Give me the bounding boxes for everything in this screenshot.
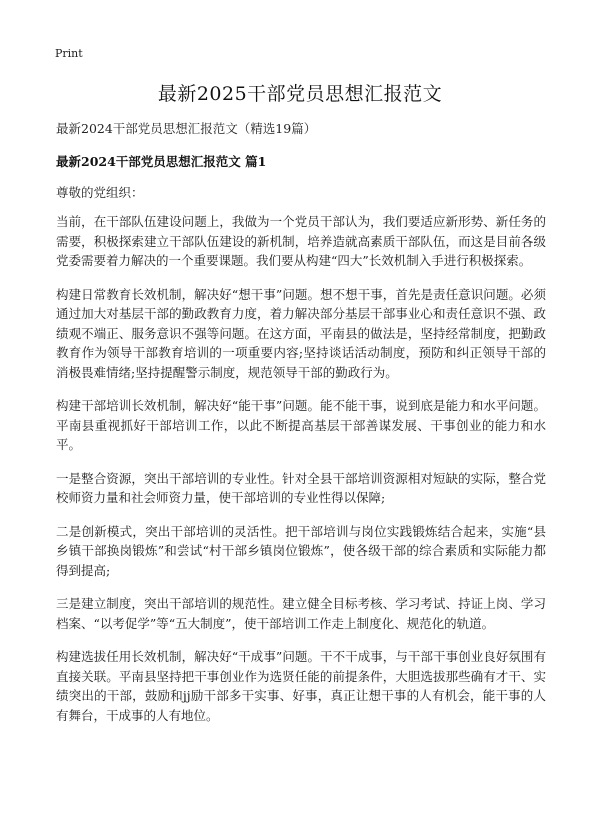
section-heading: 最新2024干部党员思想汇报范文 篇1 xyxy=(56,154,267,169)
salutation: 尊敬的党组织： xyxy=(56,185,144,200)
paragraph: 构建日常教育长效机制，解决好“想干事”问题。想不想干事，首先是责任意识问题。必须通过加大对基层干部的勤政教育力度，着力解决部分基层干部事业心和责任意识不强、政绩观不端正、服务意识不强等问题。在这方面，平南县的做法是，坚持经常制度，把勤政教育作为领导干部教育培训的一项重要内容;坚持谈话活动制度，预防和纠正领导干部的消极畏难情绪;坚持提醒警示制度，规范领导干部的勤政行为。 xyxy=(56,286,546,380)
paragraph: 构建干部培训长效机制，解决好“能干事”问题。能不能干事，说到底是能力和水平问题。平南县重视抓好干部培训工作，以此不断提高基层干部善谋发展、干事创业的能力和水平。 xyxy=(56,398,546,452)
paragraph: 构建选拔任用长效机制，解决好“干成事”问题。干不干成事，与干部干事创业良好氛围有直接关联。平南县坚持把干事创业作为选贤任能的前提条件，大胆选拔那些确有才干、实绩突出的干部，鼓励和jj励干部多干实事、好事，真正让想干事的人有机会，能干事的人有舞台，干成事的人有地位。 xyxy=(56,649,546,723)
paragraph: 一是整合资源，突出干部培训的专业性。针对全县干部培训资源相对短缺的实际，整合党校师资力量和社会师资力量，使干部培训的专业性得以保障; xyxy=(56,470,546,505)
document-body xyxy=(56,212,546,739)
document-subtitle: 最新2024干部党员思想汇报范文（精选19篇） xyxy=(56,121,317,136)
print-link[interactable]: Print xyxy=(55,47,83,60)
paragraph: 当前，在干部队伍建设问题上，我做为一个党员干部认为，我们要适应新形势、新任务的需要，积极探索建立干部队伍建设的新机制，培养造就高素质干部队伍，而这是目前各级党委需要着力解决的一个重要课题。我们要从构建“四大”长效机制入手进行积极探索。 xyxy=(56,214,546,268)
paragraph: 二是创新模式，突出干部培训的灵活性。把干部培训与岗位实践锻炼结合起来，实施“县乡镇干部换岗锻炼”和尝试“村干部乡镇岗位锻炼”，使各级干部的综合素质和实际能力都得到提高; xyxy=(56,523,546,578)
paragraph: 三是建立制度，突出干部培训的规范性。建立健全目标考核、学习考试、持证上岗、学习档案、“以考促学”等“五大制度”，使干部培训工作走上制度化、规范化的轨道。 xyxy=(56,596,546,631)
document-title: 最新2025干部党员思想汇报范文 xyxy=(157,83,443,105)
